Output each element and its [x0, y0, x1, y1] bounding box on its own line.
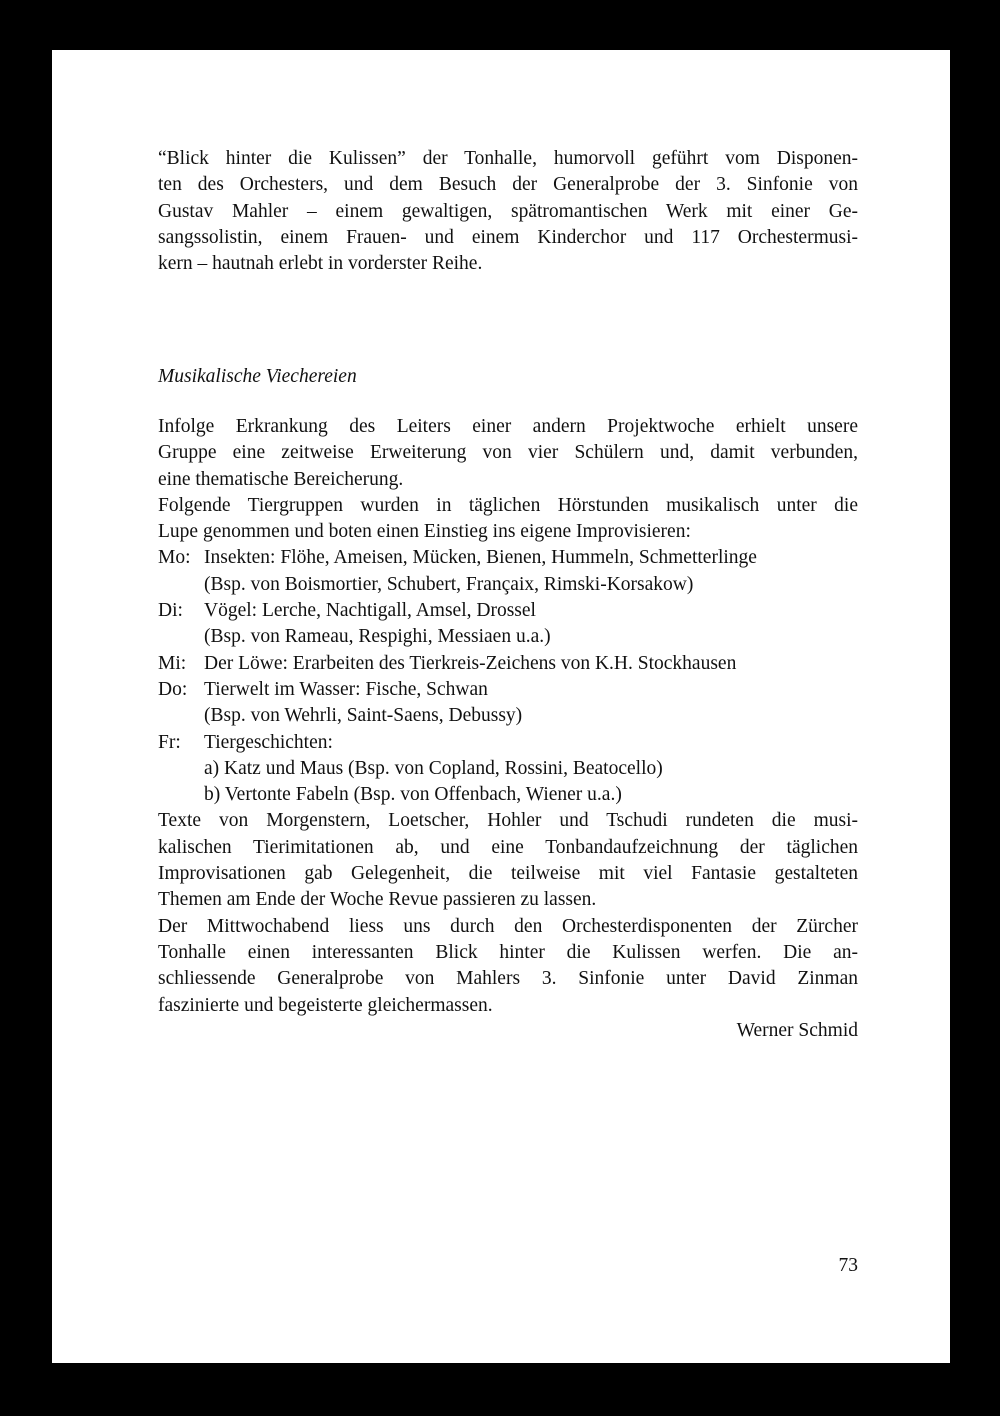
schedule-row-fr — [158, 730, 858, 756]
text-line: Gustav Mahler – einem gewaltigen, spätromantischen Werk mit einer Ge- — [158, 200, 858, 222]
text-line: Lupe genommen und boten einen Einstieg ins eigene Improvisieren: — [158, 521, 691, 543]
text-line: Texte von Morgenstern, Loetscher, Hohler und Tschudi rundeten die musi- — [158, 810, 858, 832]
page-number: 73 — [838, 1255, 858, 1276]
document-page — [52, 50, 950, 1363]
author-signature: Werner Schmid — [736, 1020, 858, 1041]
text-line: Folgende Tiergruppen wurden in täglichen Hörstunden musikalisch unter die — [158, 494, 858, 516]
schedule-row-do — [158, 677, 858, 703]
intro-paragraph — [158, 146, 858, 277]
day-text: Insekten: Flöhe, Ameisen, Mücken, Bienen, Hummeln, Schmetterlinge — [204, 547, 757, 569]
day-label: Do: — [158, 678, 188, 700]
section-heading: Musikalische Viechereien — [158, 366, 357, 387]
day-text: Vögel: Lerche, Nachtigall, Amsel, Drossel — [204, 600, 536, 622]
schedule-row-mo — [158, 545, 858, 571]
text-line: faszinierte und begeisterte gleichermassen. — [158, 994, 493, 1016]
schedule-continuation: (Bsp. von Rameau, Respighi, Messiaen u.a.) — [204, 626, 551, 648]
day-text: Der Löwe: Erarbeiten des Tierkreis-Zeichens von K.H. Stockhausen — [204, 652, 737, 674]
schedule-continuation: (Bsp. von Wehrli, Saint-Saens, Debussy) — [204, 705, 523, 727]
schedule-continuation: (Bsp. von Boismortier, Schubert, Françaix, Rimski-Korsakow) — [204, 573, 694, 595]
text-line: kalischen Tierimitationen ab, und eine Tonbandaufzeichnung der täglichen — [158, 836, 858, 858]
text-line: Gruppe eine zeitweise Erweiterung von vier Schülern und, damit verbunden, — [158, 442, 858, 464]
text-line: Themen am Ende der Woche Revue passieren zu lassen. — [158, 889, 597, 911]
schedule-row-di — [158, 598, 858, 624]
text-line: Infolge Erkrankung des Leiters einer andern Projektwoche erhielt unsere — [158, 416, 858, 437]
text-line: “Blick hinter die Kulissen” der Tonhalle, humorvoll geführt vom Disponen- — [158, 148, 858, 169]
day-text: Tiergeschichten: — [204, 731, 333, 753]
schedule-row-mi — [158, 651, 858, 677]
text-line: Der Mittwochabend liess uns durch den Orchesterdisponenten der Zürcher — [158, 915, 858, 937]
text-line: Improvisationen gab Gelegenheit, die teilweise mit viel Fantasie gestalteten — [158, 863, 858, 885]
day-label: Fr: — [158, 731, 181, 753]
text-line: Tonhalle einen interessanten Blick hinter die Kulissen werfen. Die an- — [158, 941, 858, 963]
day-label: Mi: — [158, 652, 187, 674]
day-label: Di: — [158, 600, 183, 622]
text-line: sangssolistin, einem Frauen- und einem Kinderchor und 117 Orchestermusi- — [158, 226, 858, 248]
text-line: schliessende Generalprobe von Mahlers 3. Sinfonie unter David Zinman — [158, 968, 858, 990]
schedule-subitem: a) Katz und Maus (Bsp. von Copland, Rossini, Beatocello) — [204, 757, 663, 779]
day-label: Mo: — [158, 547, 191, 569]
day-text: Tierwelt im Wasser: Fische, Schwan — [204, 678, 488, 700]
schedule-subitem: b) Vertonte Fabeln (Bsp. von Offenbach, Wiener u.a.) — [204, 784, 622, 806]
text-line: eine thematische Bereicherung. — [158, 468, 404, 490]
text-line: ten des Orchesters, und dem Besuch der Generalprobe der 3. Sinfonie von — [158, 174, 858, 196]
text-line: kern – hautnah erlebt in vorderster Reihe. — [158, 253, 483, 275]
body-text — [158, 414, 858, 1019]
